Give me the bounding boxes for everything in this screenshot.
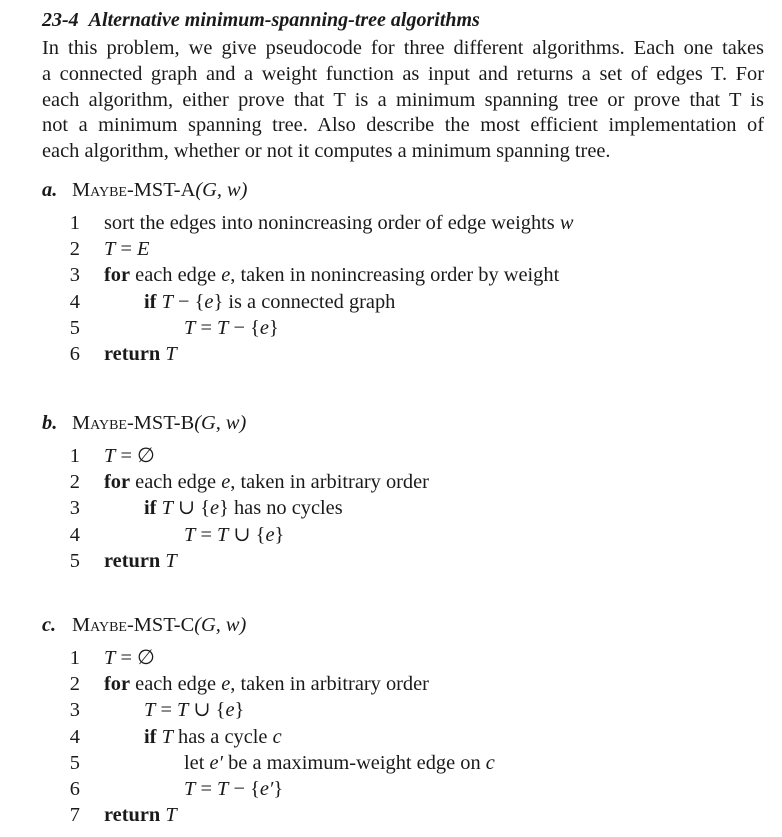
- line-number: 5: [69, 751, 80, 774]
- code-line: [68, 522, 768, 548]
- code-line: [68, 236, 768, 262]
- code-statement: return T: [104, 549, 177, 572]
- keyword: if: [144, 497, 157, 520]
- code-statement: T = T − {e′}: [184, 778, 284, 800]
- code-statement: T = ∅: [104, 445, 155, 467]
- keyword: if: [144, 290, 157, 313]
- code-line: [68, 289, 768, 315]
- code-line: [68, 495, 768, 521]
- code-statement: T = ∅: [104, 647, 155, 669]
- algorithm-a-header: [42, 179, 247, 202]
- line-number: 4: [69, 725, 80, 748]
- algorithm-letter: a.: [42, 179, 58, 201]
- keyword: for: [104, 471, 131, 494]
- intro-line: each algorithm, either prove that T is a minimum spanning tree or prove that T is: [42, 88, 764, 111]
- code-statement: return T: [104, 343, 177, 365]
- problem-intro: [42, 36, 764, 165]
- algorithm-name: Maybe-MST-C: [72, 614, 195, 636]
- line-number: 6: [69, 778, 80, 800]
- line-number: 3: [69, 264, 80, 287]
- line-number: 2: [69, 471, 80, 494]
- code-line: [68, 262, 768, 288]
- algorithm-letter: c.: [42, 614, 57, 636]
- code-line: [68, 697, 768, 723]
- code-statement: if T has a cycle c: [144, 725, 282, 748]
- code-statement: let e′ be a maximum-weight edge on c: [184, 751, 495, 774]
- keyword: for: [104, 673, 131, 696]
- code-statement: if T − {e} is a connected graph: [144, 290, 396, 313]
- line-number: 2: [69, 238, 80, 261]
- line-number: 5: [69, 316, 80, 339]
- line-number: 5: [69, 549, 80, 572]
- code-statement: sort the edges into nonincreasing order of edge weights w: [104, 212, 574, 234]
- algorithm-c-header: [42, 614, 246, 637]
- code-line: [68, 469, 768, 495]
- code-line: [68, 802, 768, 828]
- keyword: for: [104, 264, 131, 287]
- keyword: if: [144, 725, 157, 748]
- intro-line: each algorithm, whether or not it computes a minimum spanning tree.: [42, 140, 611, 163]
- keyword: return: [104, 804, 161, 827]
- algorithm-args: (G, w): [194, 614, 247, 636]
- algorithm-letter: b.: [42, 412, 58, 434]
- code-line: [68, 443, 768, 469]
- code-statement: return T: [104, 804, 177, 827]
- algorithm-args: (G, w): [194, 412, 247, 434]
- code-statement: if T ∪ {e} has no cycles: [144, 497, 343, 520]
- code-line: [68, 548, 768, 574]
- algorithm-b-header: [42, 412, 246, 435]
- code-line: [68, 671, 768, 697]
- problem-heading: [42, 9, 480, 32]
- line-number: 1: [69, 212, 80, 234]
- line-number: 6: [69, 343, 80, 365]
- line-number: 7: [69, 804, 80, 827]
- line-number: 2: [69, 673, 80, 696]
- intro-line: a connected graph and a weight function as input and returns a set of edges T. For: [42, 62, 764, 85]
- line-number: 4: [69, 523, 80, 546]
- line-number: 3: [69, 497, 80, 520]
- keyword: return: [104, 343, 161, 365]
- intro-line: In this problem, we give pseudocode for three different algorithms. Each one takes: [42, 37, 764, 59]
- code-line: [68, 210, 768, 236]
- code-line: [68, 776, 768, 802]
- code-line: [68, 315, 768, 341]
- code-statement: T = T ∪ {e}: [144, 699, 245, 722]
- code-statement: for each edge e, taken in arbitrary order: [104, 471, 429, 494]
- algorithm-name: Maybe-MST-A: [72, 179, 196, 201]
- problem-title: Alternative minimum-spanning-tree algorithms: [88, 9, 480, 31]
- line-number: 1: [69, 647, 80, 669]
- keyword: return: [104, 549, 161, 572]
- line-number: 3: [69, 699, 80, 722]
- line-number: 4: [69, 290, 80, 313]
- code-statement: T = E: [104, 238, 150, 261]
- algorithm-name: Maybe-MST-B: [72, 412, 195, 434]
- algorithm-args: (G, w): [195, 179, 248, 201]
- code-statement: T = T − {e}: [184, 316, 279, 339]
- problem-number: 23-4: [42, 9, 79, 31]
- code-statement: for each edge e, taken in nonincreasing order by weight: [104, 264, 560, 287]
- code-line: [68, 341, 768, 367]
- code-line: [68, 750, 768, 776]
- line-number: 1: [69, 445, 80, 467]
- code-line: [68, 724, 768, 750]
- code-line: [68, 645, 768, 671]
- code-statement: T = T ∪ {e}: [184, 523, 285, 546]
- code-statement: for each edge e, taken in arbitrary order: [104, 673, 429, 696]
- intro-line: not a minimum spanning tree. Also describe the most efficient implementation of: [42, 114, 764, 137]
